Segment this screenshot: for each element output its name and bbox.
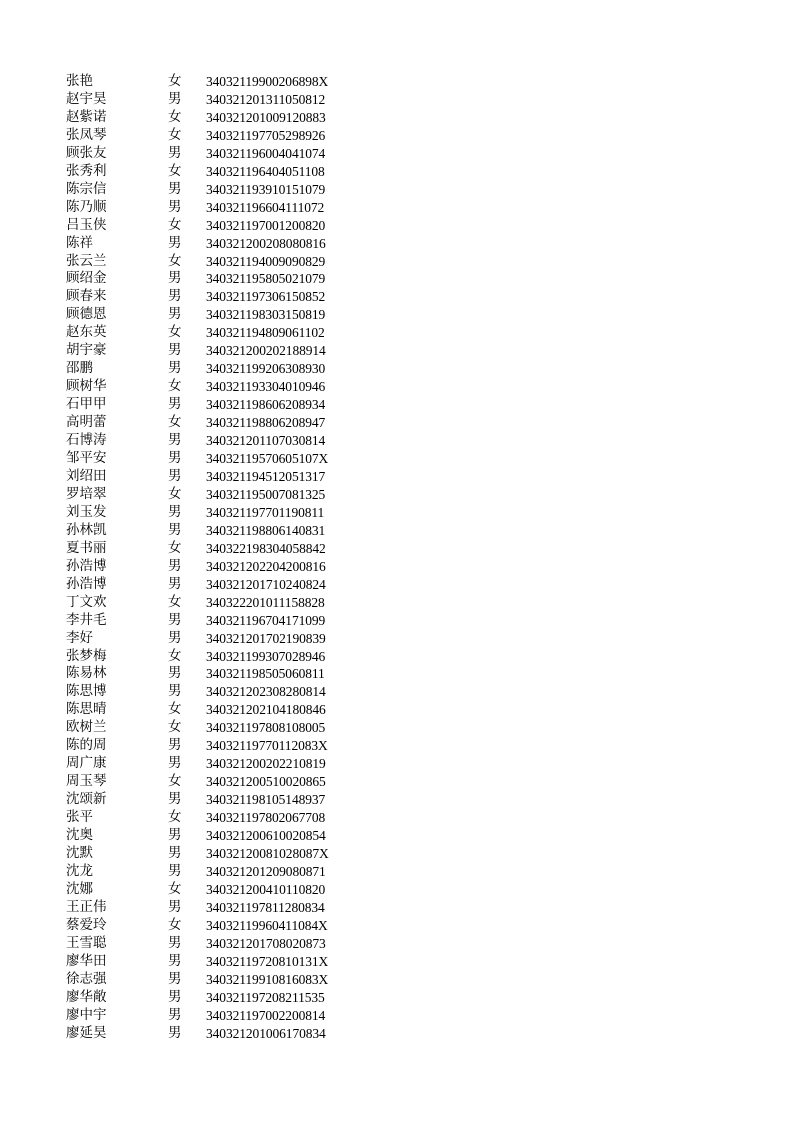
table-row bbox=[66, 791, 366, 809]
table-row bbox=[66, 270, 366, 288]
id-number-cell: 340321202104180846 bbox=[206, 702, 326, 718]
name-cell: 欧树兰 bbox=[66, 719, 107, 736]
table-row bbox=[66, 91, 366, 109]
id-number-cell: 34032119720810131X bbox=[206, 953, 329, 969]
name-cell: 廖华田 bbox=[66, 952, 107, 969]
id-number-cell: 340321198105148937 bbox=[206, 792, 326, 808]
name-cell: 刘玉发 bbox=[66, 503, 107, 520]
id-number-cell: 340321197802067708 bbox=[206, 810, 326, 826]
table-row bbox=[66, 217, 366, 235]
name-cell: 沈奥 bbox=[66, 827, 93, 844]
sex-cell: 男 bbox=[168, 503, 182, 520]
name-cell: 夏书丽 bbox=[66, 539, 107, 556]
sex-cell: 女 bbox=[168, 880, 182, 897]
table-row bbox=[66, 989, 366, 1007]
table-row bbox=[66, 899, 366, 917]
id-number-cell: 340321201006170834 bbox=[206, 1025, 326, 1041]
id-number-cell: 340321200610020854 bbox=[206, 828, 326, 844]
sex-cell: 男 bbox=[168, 521, 182, 538]
name-cell: 顾张友 bbox=[66, 144, 107, 161]
id-number-cell: 34032119570605107X bbox=[206, 451, 329, 467]
name-cell: 罗培翠 bbox=[66, 485, 107, 502]
sex-cell: 女 bbox=[168, 324, 182, 341]
name-cell: 赵东英 bbox=[66, 324, 107, 341]
table-row bbox=[66, 342, 366, 360]
id-number-cell: 340321196004041074 bbox=[206, 145, 326, 161]
id-number-cell: 340321202308280814 bbox=[206, 684, 326, 700]
name-cell: 顾绍金 bbox=[66, 270, 107, 287]
id-number-cell: 340321201311050812 bbox=[206, 91, 326, 107]
sex-cell: 男 bbox=[168, 629, 182, 646]
id-number-cell: 340321196404051108 bbox=[206, 163, 325, 179]
name-cell: 李好 bbox=[66, 629, 93, 646]
id-number-cell: 34032120081028087X bbox=[206, 845, 329, 861]
sex-cell: 女 bbox=[168, 701, 182, 718]
id-number-cell: 340321197306150852 bbox=[206, 289, 326, 305]
name-cell: 陈思晴 bbox=[66, 701, 107, 718]
id-number-cell: 340321201107030814 bbox=[206, 433, 326, 449]
id-number-cell: 340321201710240824 bbox=[206, 576, 326, 592]
name-cell: 王正伟 bbox=[66, 898, 107, 915]
table-row bbox=[66, 612, 366, 630]
table-row bbox=[66, 719, 366, 737]
sex-cell: 男 bbox=[168, 988, 182, 1005]
sex-cell: 男 bbox=[168, 180, 182, 197]
sex-cell: 男 bbox=[168, 90, 182, 107]
table-row bbox=[66, 917, 366, 935]
sex-cell: 男 bbox=[168, 557, 182, 574]
name-cell: 顾德恩 bbox=[66, 306, 107, 323]
id-number-cell: 340321197002200814 bbox=[206, 1007, 326, 1023]
name-cell: 廖华敞 bbox=[66, 988, 107, 1005]
sex-cell: 男 bbox=[168, 360, 182, 377]
id-number-cell: 340321197701190811 bbox=[206, 504, 325, 520]
name-cell: 徐志强 bbox=[66, 970, 107, 987]
id-number-cell: 340321198806208947 bbox=[206, 415, 326, 431]
name-cell: 廖中宇 bbox=[66, 1006, 107, 1023]
id-number-cell: 340321201708020873 bbox=[206, 935, 326, 951]
name-cell: 顾春来 bbox=[66, 288, 107, 305]
spreadsheet-table bbox=[66, 73, 366, 1042]
id-number-cell: 340321197705298926 bbox=[206, 127, 326, 143]
sex-cell: 男 bbox=[168, 396, 182, 413]
table-row bbox=[66, 450, 366, 468]
id-number-cell: 340322198304058842 bbox=[206, 540, 326, 556]
name-cell: 李井毛 bbox=[66, 611, 107, 628]
table-row bbox=[66, 1007, 366, 1025]
id-number-cell: 340321198606208934 bbox=[206, 397, 326, 413]
name-cell: 张云兰 bbox=[66, 252, 107, 269]
sex-cell: 女 bbox=[168, 108, 182, 125]
sex-cell: 男 bbox=[168, 737, 182, 754]
sex-cell: 女 bbox=[168, 485, 182, 502]
sex-cell: 男 bbox=[168, 970, 182, 987]
id-number-cell: 340321201009120883 bbox=[206, 109, 326, 125]
name-cell: 顾树华 bbox=[66, 378, 107, 395]
sex-cell: 女 bbox=[168, 162, 182, 179]
id-number-cell: 340322201011158828 bbox=[206, 594, 325, 610]
name-cell: 陈易林 bbox=[66, 665, 107, 682]
id-number-cell: 340321199206308930 bbox=[206, 361, 326, 377]
table-row bbox=[66, 594, 366, 612]
table-row bbox=[66, 558, 366, 576]
table-row bbox=[66, 863, 366, 881]
sex-cell: 男 bbox=[168, 432, 182, 449]
name-cell: 张凤琴 bbox=[66, 126, 107, 143]
id-number-cell: 340321197808108005 bbox=[206, 720, 326, 736]
name-cell: 陈宗信 bbox=[66, 180, 107, 197]
sex-cell: 女 bbox=[168, 539, 182, 556]
sex-cell: 男 bbox=[168, 844, 182, 861]
name-cell: 沈颂新 bbox=[66, 791, 107, 808]
table-row bbox=[66, 468, 366, 486]
id-number-cell: 340321193910151079 bbox=[206, 181, 326, 197]
table-row bbox=[66, 683, 366, 701]
sex-cell: 男 bbox=[168, 1006, 182, 1023]
name-cell: 周广康 bbox=[66, 755, 107, 772]
table-row bbox=[66, 1025, 366, 1043]
id-number-cell: 340321200208080816 bbox=[206, 235, 326, 251]
name-cell: 邹平安 bbox=[66, 450, 107, 467]
id-number-cell: 34032119960411084X bbox=[206, 917, 328, 933]
id-number-cell: 340321197811280834 bbox=[206, 899, 325, 915]
table-row bbox=[66, 701, 366, 719]
sex-cell: 男 bbox=[168, 791, 182, 808]
id-number-cell: 340321196604111072 bbox=[206, 199, 325, 215]
sex-cell: 女 bbox=[168, 647, 182, 664]
sex-cell: 男 bbox=[168, 952, 182, 969]
name-cell: 丁文欢 bbox=[66, 593, 107, 610]
table-row bbox=[66, 971, 366, 989]
table-row bbox=[66, 665, 366, 683]
table-row bbox=[66, 378, 366, 396]
table-row bbox=[66, 522, 366, 540]
name-cell: 张秀利 bbox=[66, 162, 107, 179]
name-cell: 廖延昊 bbox=[66, 1024, 107, 1041]
table-row bbox=[66, 737, 366, 755]
sex-cell: 男 bbox=[168, 683, 182, 700]
name-cell: 陈祥 bbox=[66, 234, 93, 251]
id-number-cell: 340321195805021079 bbox=[206, 271, 326, 287]
name-cell: 邵鹏 bbox=[66, 360, 93, 377]
table-row bbox=[66, 235, 366, 253]
table-row bbox=[66, 953, 366, 971]
table-row bbox=[66, 73, 366, 91]
name-cell: 孙林凯 bbox=[66, 521, 107, 538]
sex-cell: 女 bbox=[168, 378, 182, 395]
table-row bbox=[66, 109, 366, 127]
id-number-cell: 340321197001200820 bbox=[206, 217, 326, 233]
sex-cell: 男 bbox=[168, 270, 182, 287]
id-number-cell: 340321197208211535 bbox=[206, 989, 325, 1005]
id-number-cell: 340321198303150819 bbox=[206, 307, 326, 323]
id-number-cell: 340321201209080871 bbox=[206, 863, 326, 879]
name-cell: 张艳 bbox=[66, 73, 93, 89]
id-number-cell: 340321199307028946 bbox=[206, 648, 326, 664]
name-cell: 吕玉侠 bbox=[66, 216, 107, 233]
sex-cell: 男 bbox=[168, 575, 182, 592]
name-cell: 陈思博 bbox=[66, 683, 107, 700]
table-row bbox=[66, 414, 366, 432]
name-cell: 沈龙 bbox=[66, 862, 93, 879]
sex-cell: 男 bbox=[168, 934, 182, 951]
name-cell: 沈娜 bbox=[66, 880, 93, 897]
table-row bbox=[66, 648, 366, 666]
id-number-cell: 340321201702190839 bbox=[206, 630, 326, 646]
table-row bbox=[66, 576, 366, 594]
sex-cell: 女 bbox=[168, 73, 182, 89]
table-row bbox=[66, 755, 366, 773]
id-number-cell: 340321198806140831 bbox=[206, 522, 326, 538]
sex-cell: 男 bbox=[168, 665, 182, 682]
sex-cell: 女 bbox=[168, 809, 182, 826]
id-number-cell: 340321195007081325 bbox=[206, 486, 326, 502]
table-row bbox=[66, 288, 366, 306]
name-cell: 刘绍田 bbox=[66, 467, 107, 484]
table-row bbox=[66, 163, 366, 181]
table-row bbox=[66, 540, 366, 558]
id-number-cell: 340321193304010946 bbox=[206, 379, 326, 395]
sex-cell: 女 bbox=[168, 719, 182, 736]
name-cell: 石博涛 bbox=[66, 432, 107, 449]
table-row bbox=[66, 306, 366, 324]
table-row bbox=[66, 324, 366, 342]
table-row bbox=[66, 935, 366, 953]
id-number-cell: 340321194009090829 bbox=[206, 253, 326, 269]
id-number-cell: 340321200202188914 bbox=[206, 343, 326, 359]
sex-cell: 女 bbox=[168, 252, 182, 269]
name-cell: 石甲甲 bbox=[66, 396, 107, 413]
table-row bbox=[66, 809, 366, 827]
sex-cell: 男 bbox=[168, 827, 182, 844]
id-number-cell: 340321194512051317 bbox=[206, 468, 326, 484]
id-number-cell: 340321194809061102 bbox=[206, 325, 325, 341]
sex-cell: 男 bbox=[168, 755, 182, 772]
table-row bbox=[66, 253, 366, 271]
sex-cell: 女 bbox=[168, 773, 182, 790]
name-cell: 张平 bbox=[66, 809, 93, 826]
id-number-cell: 340321202204200816 bbox=[206, 558, 326, 574]
name-cell: 陈乃顺 bbox=[66, 198, 107, 215]
sex-cell: 女 bbox=[168, 126, 182, 143]
table-row bbox=[66, 827, 366, 845]
name-cell: 孙浩博 bbox=[66, 557, 107, 574]
sex-cell: 男 bbox=[168, 898, 182, 915]
table-row bbox=[66, 630, 366, 648]
name-cell: 沈默 bbox=[66, 844, 93, 861]
table-row bbox=[66, 360, 366, 378]
sex-cell: 男 bbox=[168, 198, 182, 215]
table-row bbox=[66, 432, 366, 450]
id-number-cell: 340321200510020865 bbox=[206, 774, 326, 790]
id-number-cell: 340321198505060811 bbox=[206, 666, 325, 682]
table-row bbox=[66, 181, 366, 199]
name-cell: 王雪聪 bbox=[66, 934, 107, 951]
sex-cell: 女 bbox=[168, 216, 182, 233]
sex-cell: 男 bbox=[168, 611, 182, 628]
sex-cell: 男 bbox=[168, 467, 182, 484]
name-cell: 张梦梅 bbox=[66, 647, 107, 664]
table-row bbox=[66, 486, 366, 504]
sex-cell: 男 bbox=[168, 1024, 182, 1041]
name-cell: 陈的周 bbox=[66, 737, 107, 754]
sex-cell: 男 bbox=[168, 306, 182, 323]
table-row bbox=[66, 145, 366, 163]
id-number-cell: 340321196704171099 bbox=[206, 612, 326, 628]
sex-cell: 男 bbox=[168, 342, 182, 359]
sex-cell: 女 bbox=[168, 916, 182, 933]
sex-cell: 男 bbox=[168, 288, 182, 305]
table-row bbox=[66, 199, 366, 217]
id-number-cell: 340321200410110820 bbox=[206, 881, 326, 897]
name-cell: 周玉琴 bbox=[66, 773, 107, 790]
sex-cell: 男 bbox=[168, 144, 182, 161]
sex-cell: 男 bbox=[168, 862, 182, 879]
id-number-cell: 34032119910816083X bbox=[206, 971, 329, 987]
sex-cell: 女 bbox=[168, 414, 182, 431]
name-cell: 赵紫诺 bbox=[66, 108, 107, 125]
table-row bbox=[66, 127, 366, 145]
name-cell: 孙浩博 bbox=[66, 575, 107, 592]
table-row bbox=[66, 773, 366, 791]
name-cell: 高明蕾 bbox=[66, 414, 107, 431]
table-row bbox=[66, 881, 366, 899]
id-number-cell: 34032119770112083X bbox=[206, 738, 328, 754]
sex-cell: 男 bbox=[168, 234, 182, 251]
table-row bbox=[66, 504, 366, 522]
name-cell: 胡宇豪 bbox=[66, 342, 107, 359]
sex-cell: 男 bbox=[168, 450, 182, 467]
sex-cell: 女 bbox=[168, 593, 182, 610]
id-number-cell: 340321200202210819 bbox=[206, 756, 326, 772]
table-row bbox=[66, 396, 366, 414]
id-number-cell: 34032119900206898X bbox=[206, 74, 329, 89]
name-cell: 赵宇昊 bbox=[66, 90, 107, 107]
name-cell: 蔡爱玲 bbox=[66, 916, 107, 933]
table-row bbox=[66, 845, 366, 863]
